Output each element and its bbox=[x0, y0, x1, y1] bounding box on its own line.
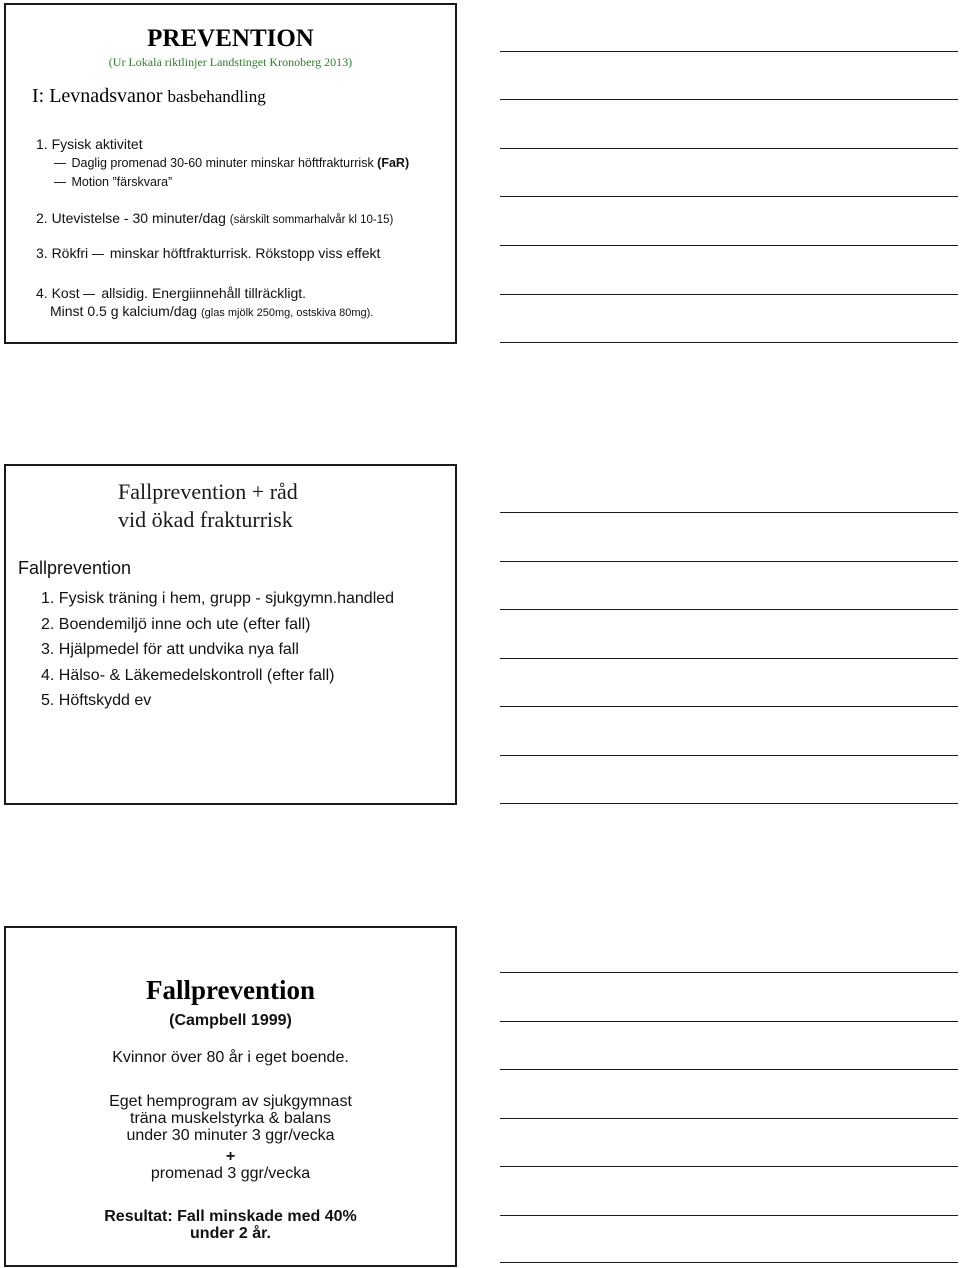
dash-separator bbox=[83, 294, 95, 295]
result-line: under 2 år. bbox=[190, 1225, 271, 1242]
slide-prevention bbox=[4, 3, 457, 344]
sub-item-walk bbox=[54, 156, 409, 170]
list-item-outdoors bbox=[36, 210, 393, 226]
program-line: promenad 3 ggr/vecka bbox=[150, 1165, 311, 1182]
slide-title: PREVENTION bbox=[147, 25, 314, 52]
list-item-diet bbox=[36, 285, 306, 301]
population-text: Kvinnor över 80 år i eget boende. bbox=[112, 1049, 349, 1066]
notes-lines bbox=[500, 0, 958, 1268]
sub-item-walk-text: Daglig promenad 30-60 minuter minskar höftfrakturrisk bbox=[71, 156, 378, 170]
list-item: 1. Fysisk träning i hem, grupp - sjukgymn.handled bbox=[41, 590, 395, 607]
list-item: 4. Hälso- & Läkemedelskontroll (efter fall) bbox=[41, 666, 335, 684]
note-line bbox=[500, 658, 958, 659]
note-line bbox=[500, 1166, 958, 1167]
program-line: träna muskelstyrka & balans bbox=[130, 1110, 331, 1127]
section-heading: Fallprevention bbox=[18, 558, 132, 578]
note-line bbox=[500, 512, 958, 513]
slide-title: Fallprevention bbox=[145, 975, 315, 1005]
sub-item-walk-bold: (FaR) bbox=[377, 156, 410, 170]
note-line bbox=[500, 561, 958, 562]
note-line bbox=[500, 803, 958, 804]
note-line bbox=[500, 706, 958, 707]
slide-title-line2: vid ökad frakturrisk bbox=[118, 507, 293, 532]
slide-subtitle: (Ur Lokala riktlinjer Landstinget Kronoberg 2013) bbox=[108, 55, 353, 69]
sub-item-exercise bbox=[54, 175, 172, 189]
list-item-outdoors-note: (särskilt sommarhalvår kl 10-15) bbox=[229, 214, 394, 226]
list-item-activity: 1. Fysisk aktivitet bbox=[36, 136, 143, 152]
list-item-diet-post: allsidig. Energiinnehåll tillräckligt. bbox=[97, 285, 307, 301]
note-line bbox=[500, 342, 958, 343]
dash-bullet bbox=[54, 182, 66, 183]
plus-sign: + bbox=[225, 1148, 236, 1165]
program-block bbox=[6, 1093, 455, 1182]
list-item-outdoors-text: 2. Utevistelse - 30 minuter/dag bbox=[36, 210, 230, 226]
note-line bbox=[500, 148, 958, 149]
slide-title bbox=[118, 478, 298, 534]
fall-prevention-list bbox=[41, 586, 394, 714]
list-item-calcium bbox=[50, 303, 373, 319]
program-line: Eget hemprogram av sjukgymnast bbox=[109, 1093, 352, 1110]
list-item-calcium-text: Minst 0.5 g kalcium/dag bbox=[50, 303, 201, 319]
note-line bbox=[500, 1069, 958, 1070]
slide-title-line1: Fallprevention + råd bbox=[118, 479, 298, 504]
note-line bbox=[500, 1021, 958, 1022]
result-line: Resultat: Fall minskade med 40% bbox=[104, 1208, 357, 1225]
list-item-smoking-pre: 3. Rökfri bbox=[36, 245, 93, 261]
note-line bbox=[500, 51, 958, 52]
section-heading bbox=[32, 85, 266, 108]
note-line bbox=[500, 294, 958, 295]
note-line bbox=[500, 1118, 958, 1119]
sub-item-exercise-text: Motion ”färskvara” bbox=[71, 175, 173, 189]
note-line bbox=[500, 99, 958, 100]
slide-campbell-study bbox=[4, 926, 457, 1267]
slide-fall-prevention-advice bbox=[4, 464, 457, 805]
section-heading-sub: basbehandling bbox=[167, 87, 266, 106]
dash-bullet bbox=[54, 163, 66, 164]
program-line: under 30 minuter 3 ggr/vecka bbox=[126, 1127, 335, 1144]
note-line bbox=[500, 972, 958, 973]
note-line bbox=[500, 245, 958, 246]
list-item-calcium-note: (glas mjölk 250mg, ostskiva 80mg). bbox=[200, 307, 374, 319]
note-line bbox=[500, 1215, 958, 1216]
list-item: 3. Hjälpmedel för att undvika nya fall bbox=[41, 641, 299, 658]
note-line bbox=[500, 609, 958, 610]
note-line bbox=[500, 755, 958, 756]
list-item-smoking-post: minskar höftfrakturrisk. Rökstopp viss effekt bbox=[106, 245, 381, 261]
list-item-diet-pre: 4. Kost bbox=[36, 285, 84, 301]
note-line bbox=[500, 196, 958, 197]
list-item: 2. Boendemiljö inne och ute (efter fall) bbox=[41, 615, 311, 633]
list-item: 5. Höftskydd ev bbox=[41, 692, 152, 709]
section-heading-main: I: Levnadsvanor bbox=[32, 85, 163, 107]
dash-separator bbox=[92, 254, 104, 255]
list-item-smoking bbox=[36, 245, 380, 261]
citation: (Campbell 1999) bbox=[169, 1012, 292, 1029]
note-line bbox=[500, 1262, 958, 1263]
result-block bbox=[6, 1208, 455, 1242]
